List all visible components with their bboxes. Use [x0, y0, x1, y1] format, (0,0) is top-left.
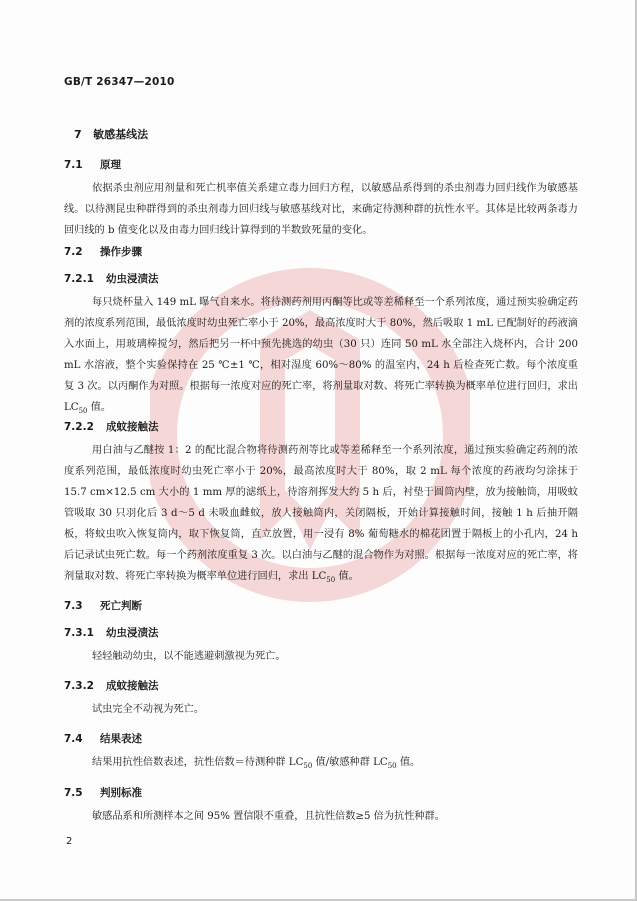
- section-number: 7.3.2: [64, 680, 94, 692]
- section-title: 成蚊接触法: [106, 421, 159, 433]
- subscript: 50: [326, 576, 336, 585]
- section-title: 操作步骤: [100, 246, 142, 258]
- paragraph-7-3-1: 轻轻触动幼虫，以不能逃避刺激视为死亡。: [92, 651, 286, 662]
- section-number: 7.3: [64, 600, 83, 612]
- section-number: 7.2: [64, 246, 83, 258]
- paragraph-text: 值/敏感种群 LC: [312, 757, 388, 768]
- section-number: 7.4: [64, 733, 83, 745]
- section-title: 成蚊接触法: [106, 680, 159, 692]
- section-7-4-heading: [64, 731, 142, 746]
- section-number: 7.3.1: [64, 627, 94, 639]
- paragraph-text: 用白油与乙醚按 1：2 的配比混合物将待测药剂等比或等差稀释至一个系列浓度，通过预实验确定药剂的浓度系列范围，最低浓度时幼虫死亡率小于 20%，最高浓度时大于 80%，取 2 mL 每个浓度的药液均匀涂抹于 15.7 cm×12.5 cm 大小的 1 mm 厚的滤纸上，待溶剂挥发大约 5 h 后，衬垫于圆筒内壁，放为接触筒，用吸蚊管吸取 30 只羽化后 3 d～5 d 未吸血雌蚊，放人接触筒内，关闭隔板，开始计算接触时间，接触 1 h 后抽开隔板，将蚊虫吹入恢复筒内，取下恢复筒，直立放置，用一浸有 8% 葡萄糖水的棉花团置于隔板上的小孔内，24 h 后记录试虫死亡数。每一个药剂浓度重复 3 次。以白油与乙醚的混合物作为对照。根据每一浓度对应的死亡率，将剂量取对数、将死亡率转换为概率单位进行回归，求出 LC: [64, 445, 578, 582]
- subscript: 50: [387, 762, 397, 771]
- paragraph-7-4: [64, 752, 578, 777]
- section-title: 原理: [100, 159, 121, 171]
- section-7-2-2-heading: [64, 419, 159, 434]
- paragraph-text: 结果用抗性倍数表述，抗性倍数＝待测种群 LC: [92, 757, 304, 768]
- paragraph-text-end: 值。: [87, 402, 112, 413]
- section-7-heading: [74, 126, 148, 142]
- section-title: 结果表述: [100, 733, 142, 745]
- section-title: 敏感基线法: [93, 128, 149, 141]
- section-7-2-1-heading: [64, 271, 159, 286]
- section-title: 死亡判断: [100, 600, 142, 612]
- section-number: 7.2.1: [64, 273, 94, 285]
- section-7-3-2-heading: [64, 678, 159, 693]
- section-7-3-1-heading: [64, 625, 159, 640]
- section-7-5-heading: [64, 785, 142, 800]
- section-7-2-heading: [64, 244, 142, 259]
- subscript: 50: [78, 407, 88, 416]
- paragraph-7-2-2: [64, 440, 578, 591]
- section-number: 7.5: [64, 787, 83, 799]
- section-title: 判别标准: [100, 787, 142, 799]
- paragraph-text: 每只烧杯量入 149 mL 曝气自来水。将待测药剂用丙酮等比或等差稀释至一个系列浓度，通过预实验确定药剂的浓度系列范围，最低浓度时幼虫死亡率小于 20%，最高浓度时大于 80%，然后吸取 1 mL 已配制好的药液滴入水面上，用玻璃棒搅匀，然后把另一杯中预先挑选的幼虫（30 只）连同 50 mL 水全部注入烧杯内，合计 200 mL 水溶液，整个实验保持在 25 ℃±1 ℃，相对湿度 60%～80% 的温室内，24 h 后检查死亡数。每个浓度重复 3 次。以丙酮作为对照。根据每一浓度对应的死亡率，将剂量取对数、将死亡率转换为概率单位进行回归，求出 LC: [64, 297, 578, 413]
- paragraph-7-2-1: [64, 292, 578, 422]
- section-number: 7.2.2: [64, 421, 94, 433]
- section-7-1-heading: [64, 157, 121, 172]
- section-title: 幼虫浸渍法: [106, 273, 159, 285]
- paragraph-text-end: 值。: [335, 571, 359, 582]
- section-number: 7.1: [64, 159, 83, 171]
- page-number: 2: [66, 836, 73, 847]
- paragraph-7-3-2: 试虫完全不动视为死亡。: [92, 704, 205, 715]
- paragraph-7-1: 依据杀虫剂应用剂量和死亡机率值关系建立毒力回归方程，以敏感品系得到的杀虫剂毒力回归线作为敏感基线。以待测昆虫种群得到的杀虫剂毒力回归线与敏感基线对比，来确定待测种群的抗性水平。其体是比较两条毒力回归线的 b 值变化以及由毒力回归线计算得到的半数致死量的变化。: [64, 183, 578, 236]
- paragraph-7-5: 敏感品系和所测样本之间 95% 置信限不重叠，且抗性倍数≥5 倍为抗性种群。: [92, 811, 445, 822]
- standard-code: GB/T 26347—2010: [64, 76, 175, 88]
- section-7-3-heading: [64, 598, 142, 613]
- section-title: 幼虫浸渍法: [106, 627, 159, 639]
- paragraph-text: 值。: [396, 757, 421, 768]
- subscript: 50: [303, 762, 313, 771]
- section-number: 7: [74, 128, 82, 141]
